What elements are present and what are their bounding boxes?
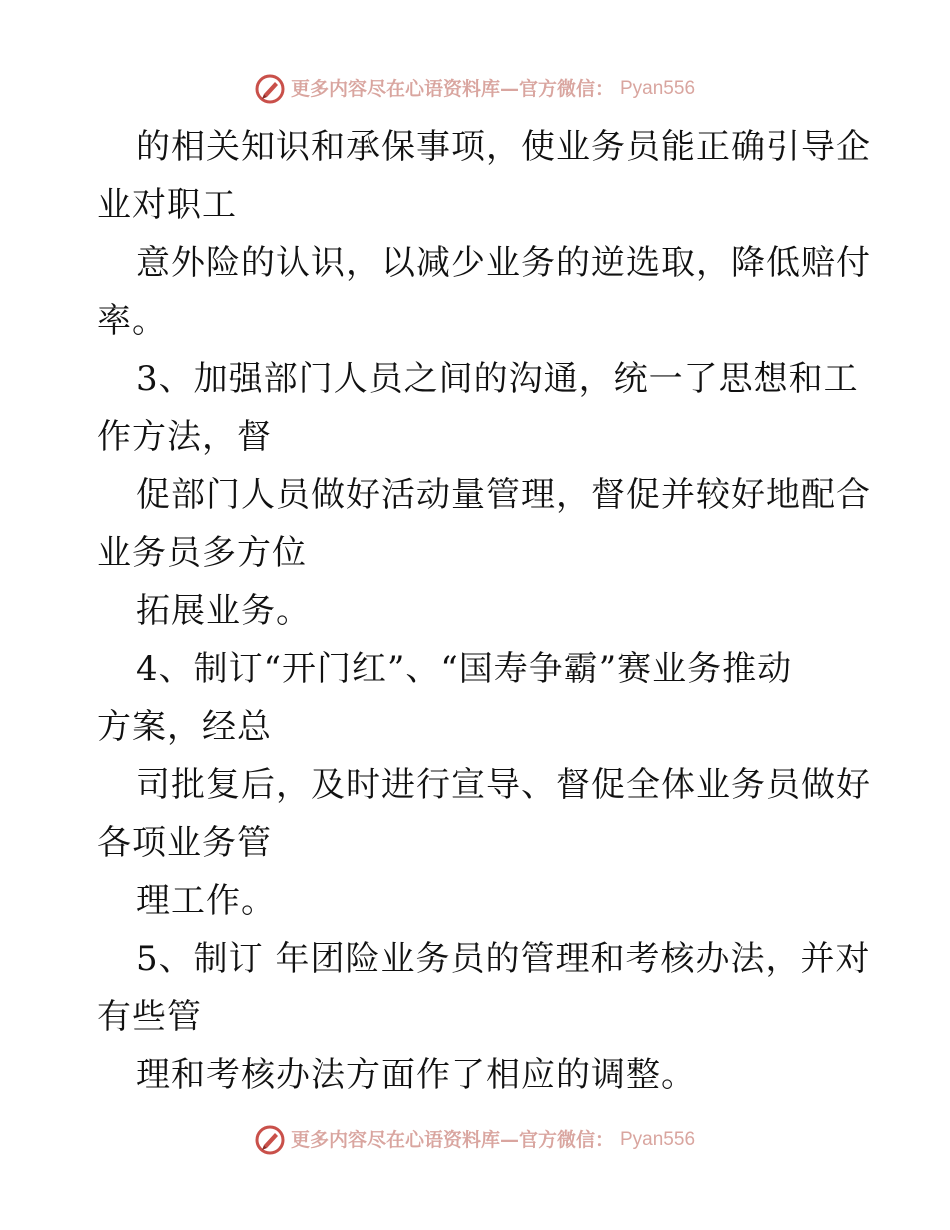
brand-logo-icon bbox=[255, 1125, 285, 1155]
text-line: 促部门人员做好活动量管理，督促并较好地配合 bbox=[136, 475, 871, 515]
watermark-wechat-id: Pyan556 bbox=[620, 78, 696, 99]
brand-logo-icon bbox=[255, 74, 285, 104]
text-line: 方案，经总 bbox=[97, 707, 272, 747]
text-line: 理和考核办法方面作了相应的调整。 bbox=[136, 1055, 696, 1095]
text-line: 3、加强部门人员之间的沟通，统一了思想和工 bbox=[136, 359, 859, 399]
text-line: 各项业务管 bbox=[97, 823, 272, 863]
text-line: 业务员多方位 bbox=[97, 533, 307, 573]
text-line: 业对职工 bbox=[97, 185, 237, 225]
text-line: 作方法，督 bbox=[97, 417, 272, 457]
text-line: 4、制订“开门红”、“国寿争霸”赛业务推动 bbox=[136, 649, 793, 689]
watermark-text: 更多内容尽在心语资料库—官方微信： bbox=[290, 78, 614, 100]
text-line: 的相关知识和承保事项，使业务员能正确引导企 bbox=[136, 127, 871, 167]
watermark-text: 更多内容尽在心语资料库—官方微信： bbox=[290, 1129, 614, 1151]
text-line: 理工作。 bbox=[136, 881, 276, 921]
text-line: 有些管 bbox=[97, 997, 202, 1037]
text-line: 司批复后，及时进行宣导、督促全体业务员做好 bbox=[136, 765, 871, 805]
header-watermark bbox=[0, 73, 950, 105]
text-line: 拓展业务。 bbox=[136, 591, 311, 631]
watermark-wechat-id: Pyan556 bbox=[620, 1129, 696, 1150]
text-line: 意外险的认识，以减少业务的逆选取，降低赔付 bbox=[136, 243, 871, 283]
text-line: 5、制订 年团险业务员的管理和考核办法，并对 bbox=[136, 939, 871, 979]
text-line: 率。 bbox=[97, 301, 167, 341]
footer-watermark bbox=[0, 1124, 950, 1156]
